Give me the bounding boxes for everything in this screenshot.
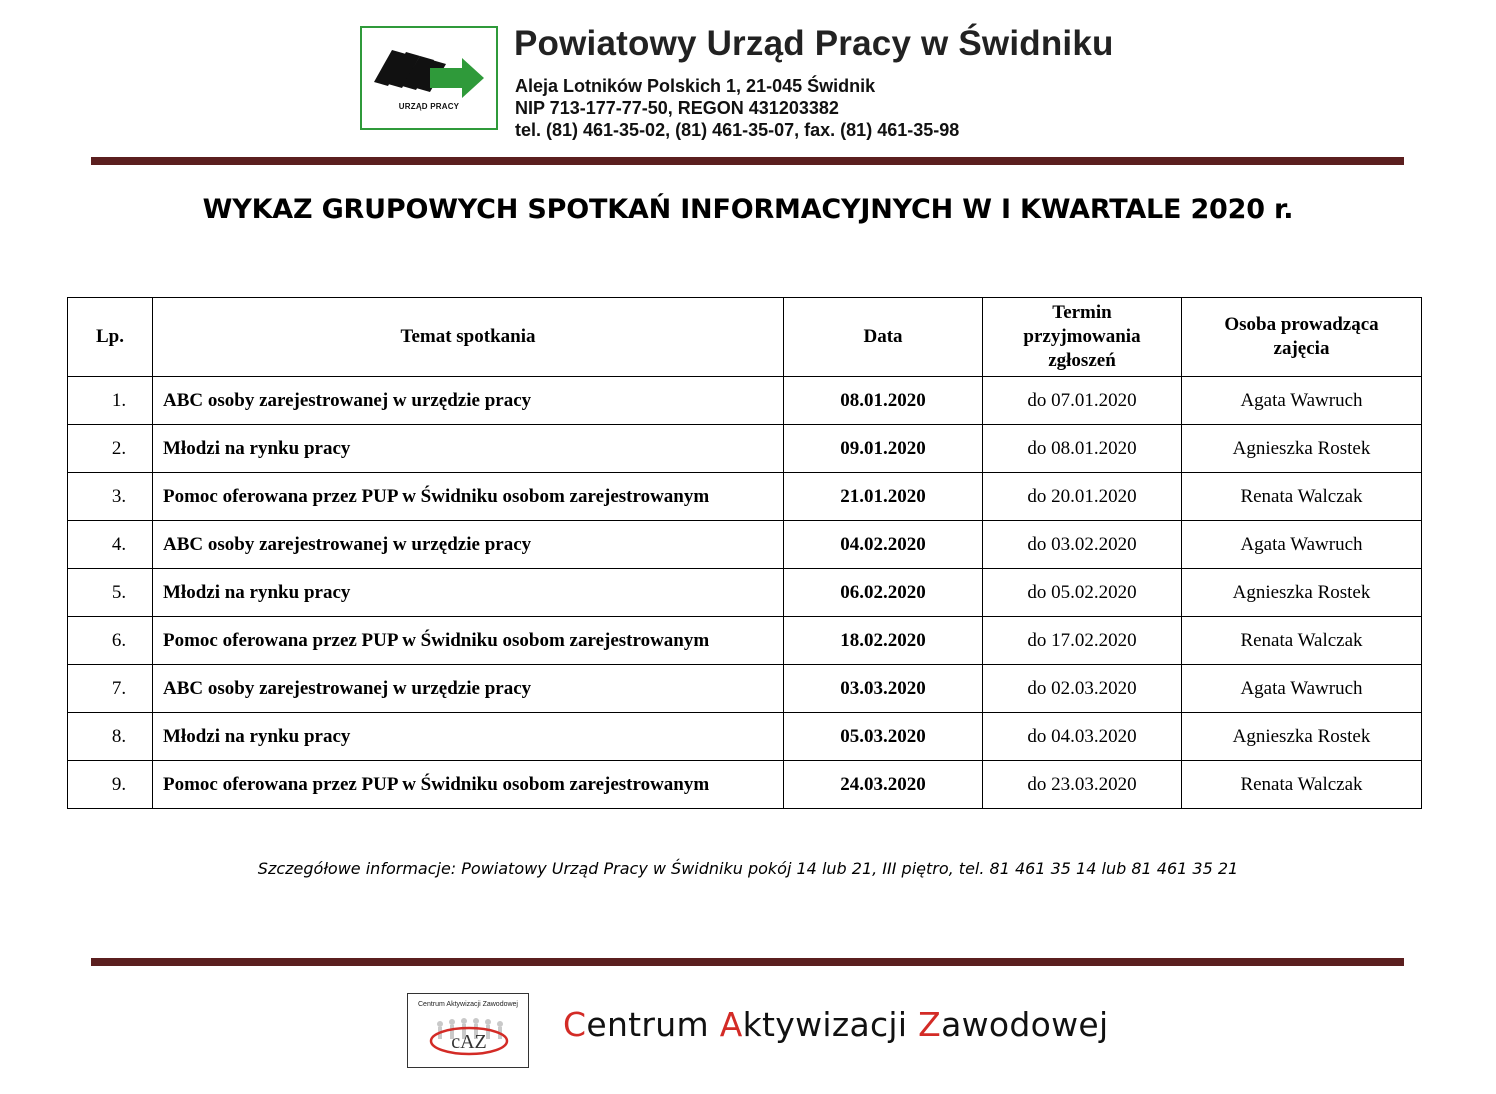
- column-header-date: Data: [784, 298, 983, 377]
- table-row: [68, 521, 1422, 569]
- meeting-date: 09.01.2020: [784, 425, 983, 473]
- caz-word-rest-2: ktywizacji: [742, 1005, 908, 1044]
- column-header-person: [1182, 298, 1422, 377]
- column-header-deadline: [983, 298, 1182, 377]
- row-number: 3.: [68, 473, 153, 521]
- table-row: [68, 713, 1422, 761]
- meeting-date: 18.02.2020: [784, 617, 983, 665]
- caz-initial-c: C: [563, 1005, 587, 1044]
- logo-caption: URZĄD PRACY: [398, 102, 460, 111]
- caz-logo: [407, 993, 529, 1068]
- meeting-topic: Pomoc oferowana przez PUP w Świdniku osobom zarejestrowanym: [153, 761, 784, 809]
- column-header-lp: Lp.: [68, 298, 153, 377]
- meeting-topic: ABC osoby zarejestrowanej w urzędzie pracy: [153, 377, 784, 425]
- row-number: 1.: [68, 377, 153, 425]
- row-number: 5.: [68, 569, 153, 617]
- host-person: Agnieszka Rostek: [1182, 713, 1422, 761]
- caz-word-rest-3: awodowej: [941, 1005, 1109, 1044]
- organization-name: Powiatowy Urząd Pracy w Świdniku: [514, 24, 1114, 63]
- row-number: 2.: [68, 425, 153, 473]
- meeting-date: 08.01.2020: [784, 377, 983, 425]
- organization-phones: tel. (81) 461-35-02, (81) 461-35-07, fax. (81) 461-35-98: [515, 120, 960, 140]
- caz-emblem-icon: [426, 1014, 512, 1060]
- meeting-topic: Młodzi na rynku pracy: [153, 425, 784, 473]
- registration-deadline: do 04.03.2020: [983, 713, 1182, 761]
- footer-divider: [91, 958, 1404, 966]
- column-header-topic: Temat spotkania: [153, 298, 784, 377]
- host-person: Agata Wawruch: [1182, 377, 1422, 425]
- registration-deadline: do 23.03.2020: [983, 761, 1182, 809]
- header-divider: [91, 157, 1404, 165]
- meeting-topic: Młodzi na rynku pracy: [153, 569, 784, 617]
- registration-deadline: do 05.02.2020: [983, 569, 1182, 617]
- meeting-topic: ABC osoby zarejestrowanej w urzędzie pracy: [153, 665, 784, 713]
- table-row: [68, 473, 1422, 521]
- table-row: [68, 617, 1422, 665]
- letterhead: [360, 24, 1260, 140]
- registration-deadline: do 08.01.2020: [983, 425, 1182, 473]
- contact-footnote: Szczegółowe informacje: Powiatowy Urząd Pracy w Świdniku pokój 14 lub 21, III piętro, tel. 81 461 35 14 lub 81 461 35 21: [257, 859, 1239, 878]
- organization-address: Aleja Lotników Polskich 1, 21-045 Świdnik: [515, 76, 876, 96]
- host-person: Agnieszka Rostek: [1182, 569, 1422, 617]
- row-number: 9.: [68, 761, 153, 809]
- registration-deadline: do 02.03.2020: [983, 665, 1182, 713]
- host-person: Agata Wawruch: [1182, 665, 1422, 713]
- meeting-date: 21.01.2020: [784, 473, 983, 521]
- table-row: [68, 425, 1422, 473]
- arrow-logo-icon: [370, 40, 488, 102]
- registration-deadline: do 07.01.2020: [983, 377, 1182, 425]
- table-row: [68, 761, 1422, 809]
- host-person: Renata Walczak: [1182, 617, 1422, 665]
- registration-deadline: do 20.01.2020: [983, 473, 1182, 521]
- meeting-topic: Pomoc oferowana przez PUP w Świdniku osobom zarejestrowanym: [153, 473, 784, 521]
- meeting-topic: Pomoc oferowana przez PUP w Świdniku osobom zarejestrowanym: [153, 617, 784, 665]
- column-header-person-text: Osoba prowadząca zajęcia: [1224, 314, 1379, 359]
- table-row: [68, 665, 1422, 713]
- meeting-date: 24.03.2020: [784, 761, 983, 809]
- column-header-deadline-text: Termin przyjmowania zgłoszeń: [1023, 302, 1141, 371]
- meeting-date: 03.03.2020: [784, 665, 983, 713]
- meeting-topic: Młodzi na rynku pracy: [153, 713, 784, 761]
- table-row: [68, 569, 1422, 617]
- meeting-date: 06.02.2020: [784, 569, 983, 617]
- host-person: Agata Wawruch: [1182, 521, 1422, 569]
- row-number: 8.: [68, 713, 153, 761]
- host-person: Renata Walczak: [1182, 761, 1422, 809]
- urzad-pracy-logo: [360, 26, 498, 130]
- caz-logo-small-text: Centrum Aktywizacji Zawodowej: [418, 1001, 518, 1008]
- row-number: 6.: [68, 617, 153, 665]
- meeting-date: 05.03.2020: [784, 713, 983, 761]
- document-title: WYKAZ GRUPOWYCH SPOTKAŃ INFORMACYJNYCH W I KWARTALE 2020 r.: [202, 194, 1294, 225]
- caz-name: [563, 1005, 1109, 1044]
- caz-initial-z: Z: [918, 1005, 942, 1044]
- caz-emblem-text: cAZ: [451, 1031, 487, 1053]
- meetings-table: [67, 297, 1422, 809]
- caz-initial-a: A: [719, 1005, 743, 1044]
- host-person: Renata Walczak: [1182, 473, 1422, 521]
- registration-deadline: do 03.02.2020: [983, 521, 1182, 569]
- host-person: Agnieszka Rostek: [1182, 425, 1422, 473]
- meeting-topic: ABC osoby zarejestrowanej w urzędzie pracy: [153, 521, 784, 569]
- meeting-date: 04.02.2020: [784, 521, 983, 569]
- caz-word-rest-1: entrum: [586, 1005, 709, 1044]
- row-number: 4.: [68, 521, 153, 569]
- table-header-row: [68, 298, 1422, 377]
- row-number: 7.: [68, 665, 153, 713]
- organization-ids: NIP 713-177-77-50, REGON 431203382: [515, 98, 839, 118]
- table-row: [68, 377, 1422, 425]
- registration-deadline: do 17.02.2020: [983, 617, 1182, 665]
